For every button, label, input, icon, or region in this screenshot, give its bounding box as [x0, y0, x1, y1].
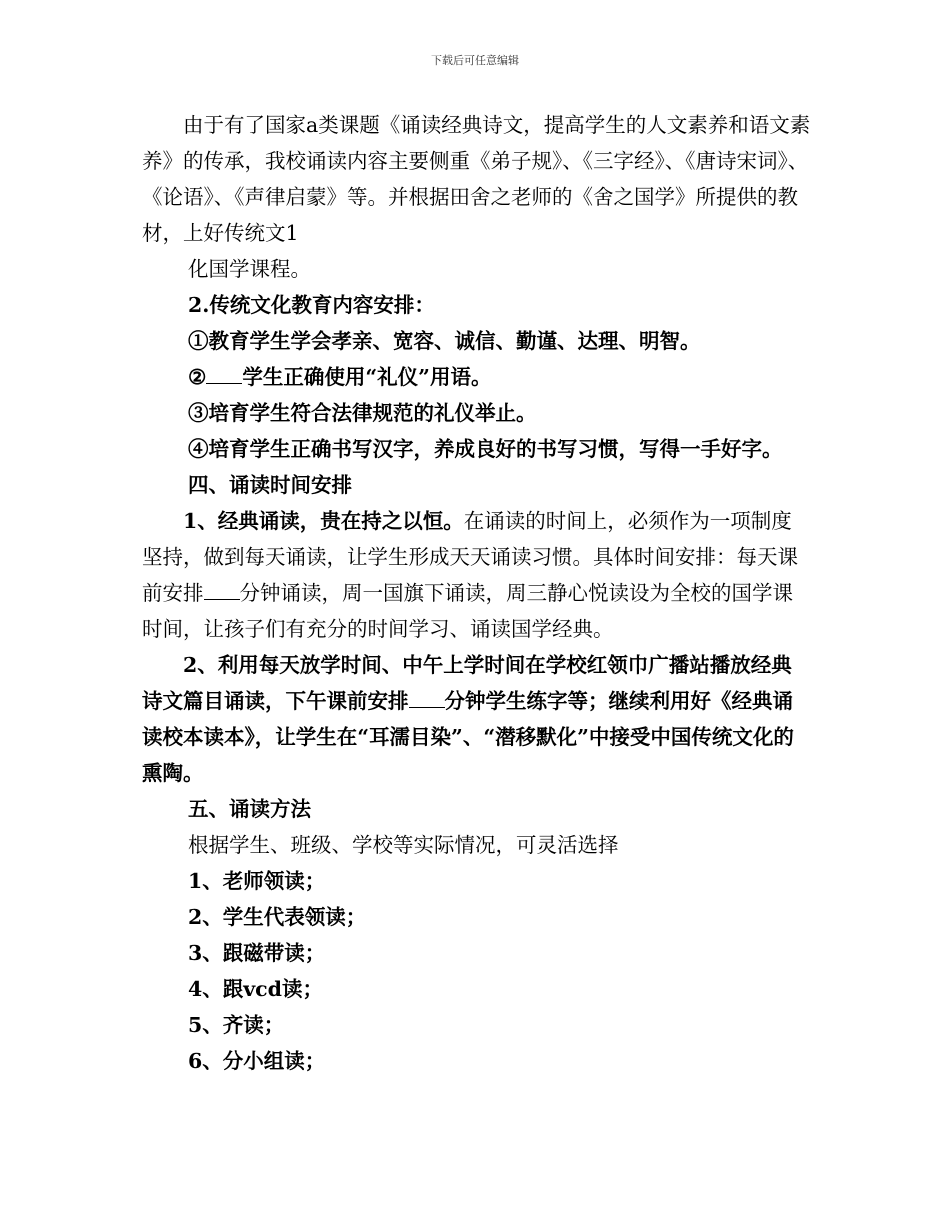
- time-1-text-b: 分钟诵读，周一国旗下诵读，周三静心悦读设为全校的国学课时间，让孩子们有充分的时间学习、诵读国学经典。: [142, 581, 793, 641]
- content-item-2: [142, 359, 812, 395]
- content-item-1: ①教育学生学会孝亲、宽容、诚信、勤谨、达理、明智。: [188, 329, 701, 353]
- method-item: 4、跟vcd读；: [188, 977, 323, 1001]
- method-item: 5、齐读；: [188, 1013, 285, 1037]
- time-1-lead: 1、经典诵读，贵在持之以恒。: [183, 509, 464, 533]
- time-2-text-b: 分钟学生练字等；继续利用好《经典诵读校本读本》，让学生在“耳濡目染”、“潜移默化”中接受中国传统文化的熏陶。: [142, 689, 794, 785]
- method-item: 6、分小组读；: [188, 1049, 326, 1073]
- method-item: 2、学生代表领读；: [188, 905, 367, 929]
- section-heading-5: 五、诵读方法: [188, 797, 311, 821]
- page-header: 下载后可任意编辑: [431, 54, 519, 67]
- fill-blank: [409, 685, 445, 708]
- document-body: [142, 107, 812, 1079]
- intro-paragraph: 由于有了国家a类课题《诵读经典诗文，提高学生的人文素养和语文素养》的传承，我校诵读内容主要侧重《弟子规》、《三字经》、《唐诗宋词》、《论语》、《声律启蒙》等。并根据田舍之老师的《舍之国学》所提供的教材，上好传统文1: [142, 113, 811, 245]
- item-2-number: ②: [188, 365, 207, 389]
- method-item: 3、跟磁带读；: [188, 941, 326, 965]
- item-2-text: 学生正确使用“礼仪”用语。: [242, 365, 492, 389]
- method-item: 1、老师领读；: [188, 869, 326, 893]
- fill-blank: [204, 577, 240, 600]
- content-item-4: ④培育学生正确书写汉字，养成良好的书写习惯，写得一手好字。: [188, 437, 783, 461]
- time-1-text-a: 在诵读的时间上，必须作为一项制度坚持，做到每天诵读，让学生形成天天诵读习惯。具体时间安排：每天课前安排: [142, 509, 798, 605]
- time-paragraph-1: [142, 503, 812, 647]
- time-paragraph-2: [142, 647, 812, 791]
- content-item-3: ③培育学生符合法律规范的礼仪举止。: [188, 401, 537, 425]
- section-heading-4: 四、诵读时间安排: [188, 473, 352, 497]
- content-title: 2.传统文化教育内容安排：: [188, 293, 435, 317]
- intro-continuation: 化国学课程。: [188, 257, 311, 281]
- method-intro: 根据学生、班级、学校等实际情况，可灵活选择: [188, 833, 619, 857]
- time-2-text-a: 2、利用每天放学时间、中午上学时间在学校红领巾广播站播放经典诗文篇目诵读，下午课前安排: [142, 653, 792, 713]
- fill-blank: [206, 361, 242, 384]
